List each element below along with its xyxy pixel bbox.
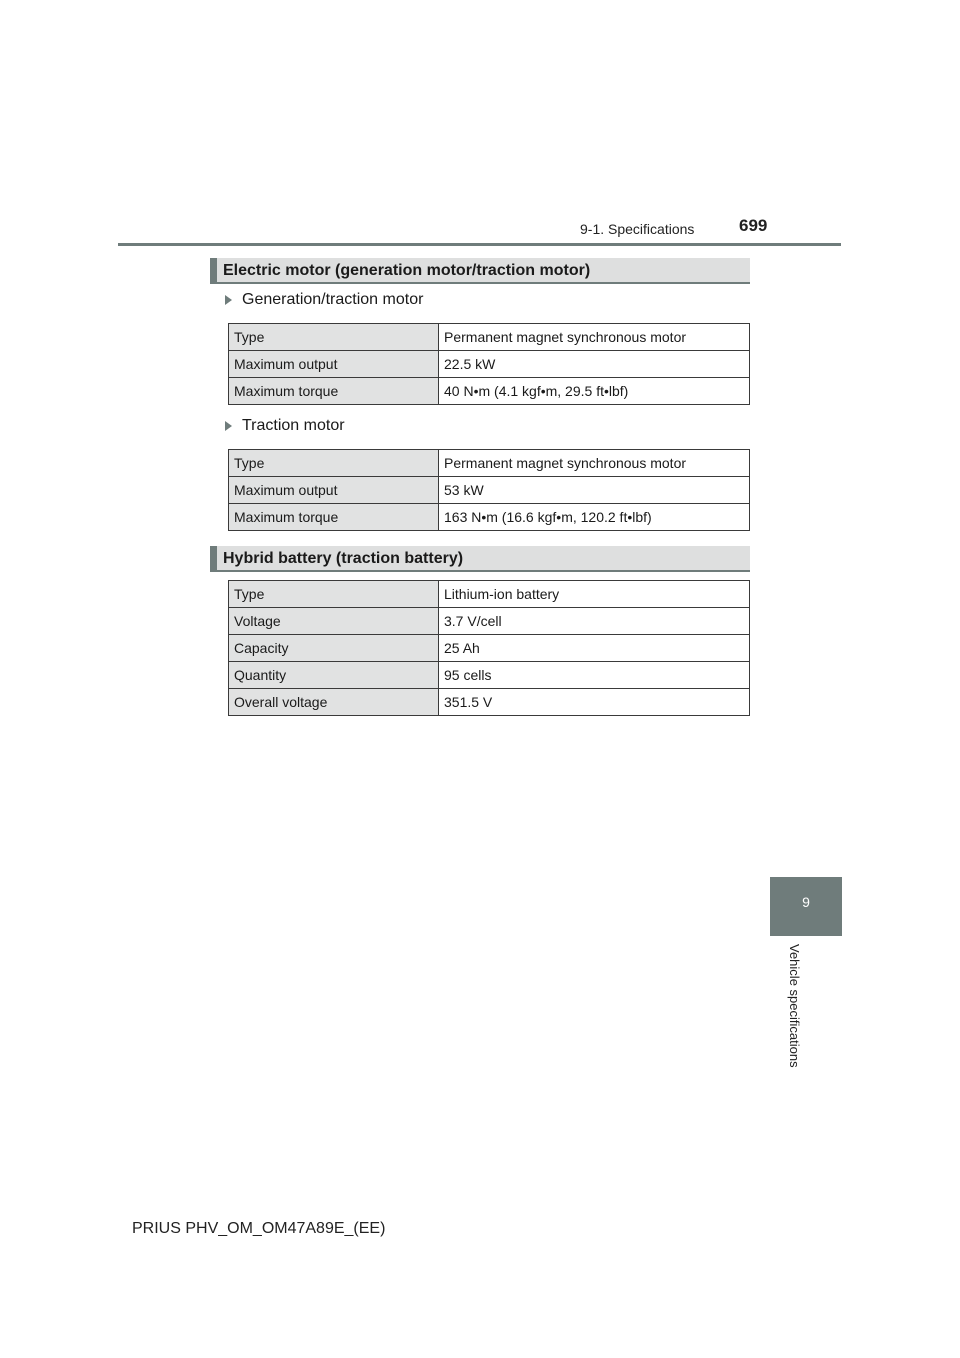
triangle-bullet-icon xyxy=(225,295,232,305)
spec-label: Maximum torque xyxy=(229,378,439,405)
spec-value: 40 N•m (4.1 kgf•m, 29.5 ft•lbf) xyxy=(439,378,750,405)
section-heading-electric-motor: Electric motor (generation motor/traction motor) xyxy=(210,258,750,284)
spec-value: 3.7 V/cell xyxy=(439,608,750,635)
table-row xyxy=(229,324,750,351)
table-row xyxy=(229,477,750,504)
section-heading-hybrid-battery: Hybrid battery (traction battery) xyxy=(210,546,750,572)
spec-label: Type xyxy=(229,581,439,608)
spec-label: Voltage xyxy=(229,608,439,635)
table-row xyxy=(229,662,750,689)
spec-label: Type xyxy=(229,324,439,351)
chapter-tab[interactable] xyxy=(770,877,842,936)
table-row xyxy=(229,689,750,716)
spec-table-generation-traction-motor xyxy=(228,323,750,405)
table-row xyxy=(229,635,750,662)
page-number: 699 xyxy=(739,216,768,235)
chapter-title: Vehicle specifications xyxy=(787,944,802,1068)
spec-label: Maximum output xyxy=(229,351,439,378)
spec-value: Lithium-ion battery xyxy=(439,581,750,608)
subheading-traction-motor xyxy=(225,417,345,435)
subheading-label: Generation/traction motor xyxy=(242,291,424,308)
table-row xyxy=(229,608,750,635)
section-label: 9-1. Specifications xyxy=(580,221,695,237)
spec-label: Overall voltage xyxy=(229,689,439,716)
table-row xyxy=(229,450,750,477)
subheading-generation-traction-motor xyxy=(225,291,423,309)
header-rule xyxy=(118,243,841,246)
spec-label: Capacity xyxy=(229,635,439,662)
spec-value: 351.5 V xyxy=(439,689,750,716)
spec-table-hybrid-battery xyxy=(228,580,750,716)
table-row xyxy=(229,351,750,378)
spec-value: Permanent magnet synchronous motor xyxy=(439,324,750,351)
spec-value: 25 Ah xyxy=(439,635,750,662)
spec-value: 53 kW xyxy=(439,477,750,504)
spec-table-traction-motor xyxy=(228,449,750,531)
spec-label: Type xyxy=(229,450,439,477)
chapter-number: 9 xyxy=(802,894,810,910)
spec-value: 22.5 kW xyxy=(439,351,750,378)
table-row xyxy=(229,581,750,608)
spec-label: Maximum torque xyxy=(229,504,439,531)
page-header xyxy=(0,0,960,250)
spec-label: Maximum output xyxy=(229,477,439,504)
subheading-label: Traction motor xyxy=(242,417,345,434)
table-row xyxy=(229,504,750,531)
spec-label: Quantity xyxy=(229,662,439,689)
spec-value: 163 N•m (16.6 kgf•m, 120.2 ft•lbf) xyxy=(439,504,750,531)
spec-value: 95 cells xyxy=(439,662,750,689)
spec-value: Permanent magnet synchronous motor xyxy=(439,450,750,477)
triangle-bullet-icon xyxy=(225,421,232,431)
table-row xyxy=(229,378,750,405)
document-code: PRIUS PHV_OM_OM47A89E_(EE) xyxy=(132,1220,386,1237)
